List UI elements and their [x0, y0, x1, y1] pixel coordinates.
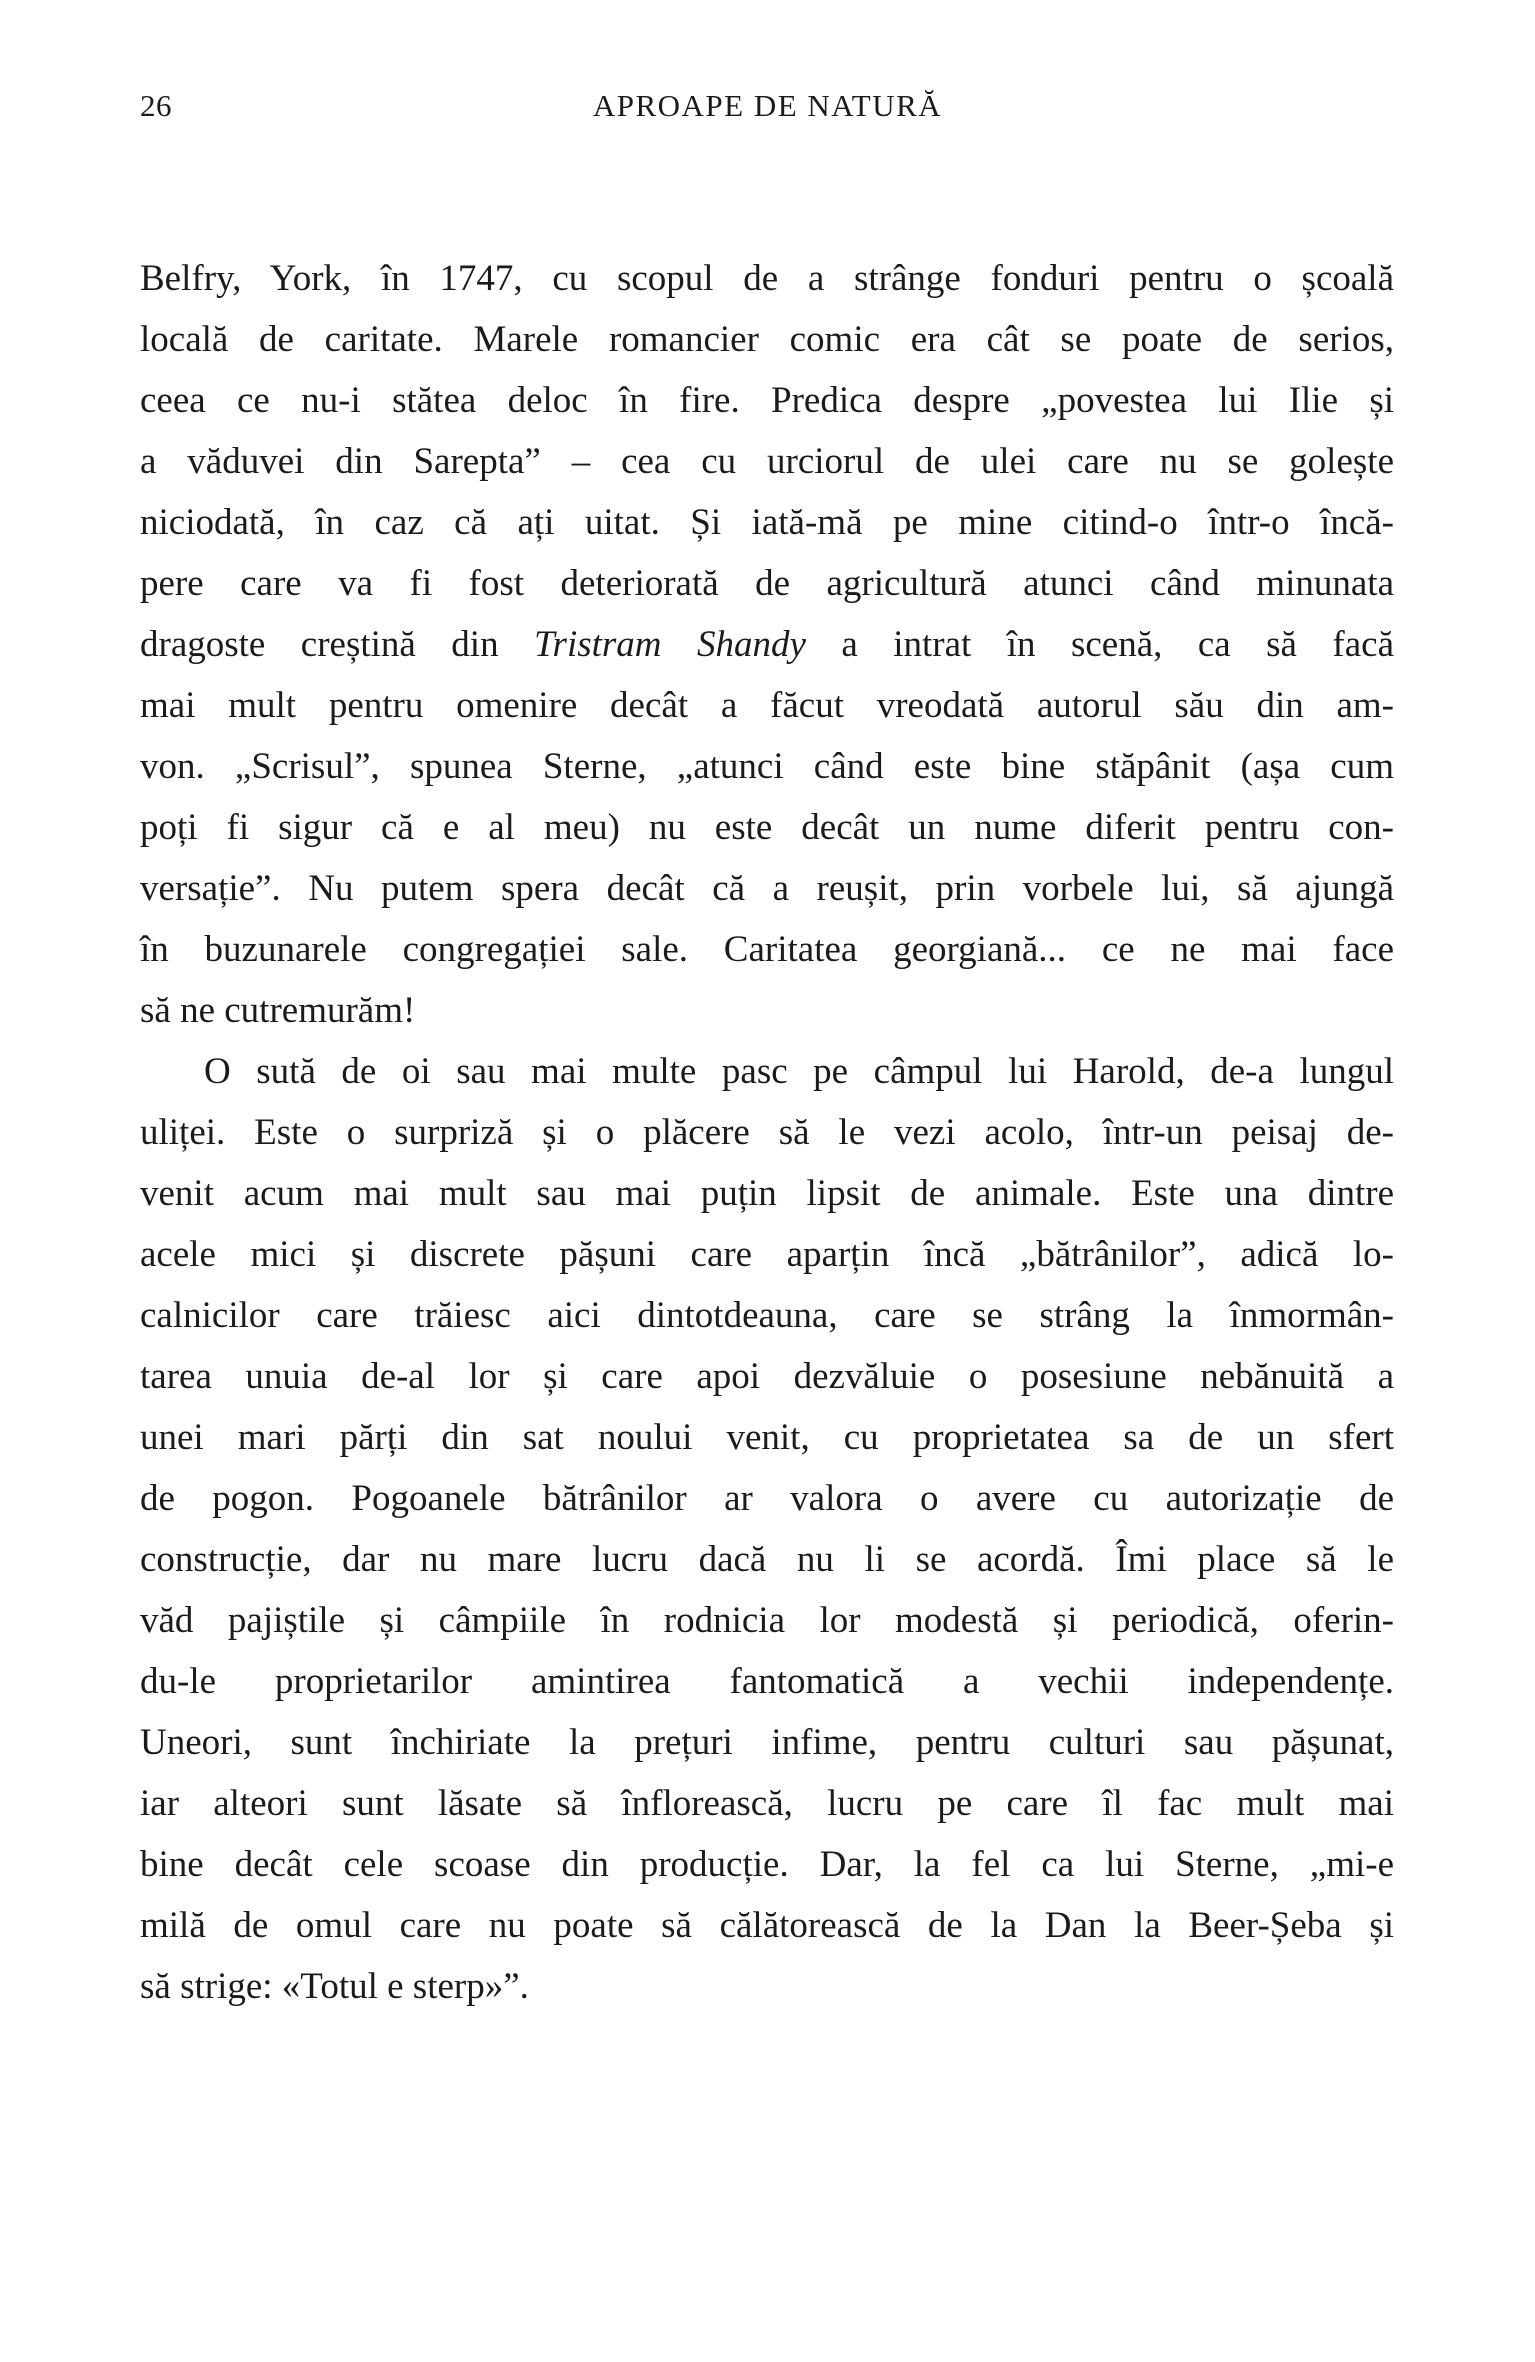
text-line [140, 1895, 1394, 1956]
text-line [140, 248, 1394, 309]
text-segment: construcție, dar nu mare lucru dacă nu li se acordă. Îmi place să le [140, 1539, 1394, 1580]
text-segment: tarea unuia de-al lor și care apoi dezvăluie o posesiune nebănuită a [140, 1356, 1394, 1397]
text-line [140, 431, 1394, 492]
text-line [140, 1956, 1394, 2017]
text-segment: în buzunarele congregației sale. Caritatea georgiană... ce ne mai face [140, 929, 1394, 970]
text-line [140, 1468, 1394, 1529]
running-head: APROAPE DE NATURĂ [592, 88, 943, 123]
text-line [140, 736, 1394, 797]
text-line [140, 492, 1394, 553]
text-segment: locală de caritate. Marele romancier comic era cât se poate de serios, [140, 319, 1394, 360]
text-segment: unei mari părți din sat noului venit, cu proprietatea sa de un sfert [140, 1417, 1394, 1458]
text-segment: dragoste creștină din [140, 624, 535, 665]
text-line [140, 980, 1394, 1041]
page-header [0, 88, 1535, 132]
text-line [140, 1163, 1394, 1224]
text-segment: uliței. Este o surpriză și o plăcere să le vezi acolo, într-un peisaj de- [140, 1112, 1394, 1153]
text-segment: venit acum mai mult sau mai puțin lipsit de animale. Este una dintre [140, 1173, 1394, 1214]
text-segment: bine decât cele scoase din producție. Dar, la fel ca lui Sterne, „mi-e [140, 1844, 1394, 1885]
text-line [140, 553, 1394, 614]
text-line [140, 858, 1394, 919]
text-line [140, 1590, 1394, 1651]
text-segment: poți fi sigur că e al meu) nu este decât un nume diferit pentru con- [140, 807, 1394, 848]
text-line [140, 1224, 1394, 1285]
text-segment: să strige: «Totul e sterp»”. [140, 1966, 529, 2007]
text-line [140, 1834, 1394, 1895]
text-segment: O sută de oi sau mai multe pasc pe câmpul lui Harold, de-a lungul [204, 1051, 1394, 1092]
text-line [140, 675, 1394, 736]
italic-text: Tristram Shandy [534, 624, 806, 665]
text-line [140, 1041, 1394, 1102]
text-line [140, 614, 1394, 675]
body-text [140, 248, 1394, 2017]
text-line [140, 1346, 1394, 1407]
text-line [140, 1407, 1394, 1468]
text-segment: iar alteori sunt lăsate să înflorească, lucru pe care îl fac mult mai [140, 1783, 1394, 1824]
text-line [140, 797, 1394, 858]
page-number: 26 [140, 88, 172, 123]
text-segment: a văduvei din Sarepta” – cea cu urciorul de ulei care nu se golește [140, 441, 1394, 482]
text-segment: versație”. Nu putem spera decât că a reușit, prin vorbele lui, să ajungă [140, 868, 1394, 909]
text-segment: ceea ce nu-i stătea deloc în fire. Predica despre „povestea lui Ilie și [140, 380, 1394, 421]
text-segment: să ne cutremurăm! [140, 990, 416, 1031]
text-segment: Uneori, sunt închiriate la prețuri infime, pentru culturi sau pășunat, [140, 1722, 1394, 1763]
text-segment: milă de omul care nu poate să călătorească de la Dan la Beer-Șeba și [140, 1905, 1394, 1946]
text-segment: calnicilor care trăiesc aici dintotdeauna, care se strâng la înmormân- [140, 1295, 1394, 1336]
text-line [140, 309, 1394, 370]
paragraph [140, 1041, 1394, 2017]
text-segment: văd pajiștile și câmpiile în rodnicia lor modestă și periodică, oferin- [140, 1600, 1394, 1641]
text-segment: Belfry, York, în 1747, cu scopul de a strânge fonduri pentru o școală [140, 258, 1394, 299]
text-line [140, 370, 1394, 431]
text-segment: mai mult pentru omenire decât a făcut vreodată autorul său din am- [140, 685, 1394, 726]
text-segment: de pogon. Pogoanele bătrânilor ar valora o avere cu autorizație de [140, 1478, 1394, 1519]
text-segment: du-le proprietarilor amintirea fantomatică a vechii independențe. [140, 1661, 1394, 1702]
text-segment: a intrat în scenă, ca să facă [805, 624, 1394, 665]
text-line [140, 1285, 1394, 1346]
text-segment: niciodată, în caz că ați uitat. Și iată-mă pe mine citind-o într-o încă- [140, 502, 1394, 543]
text-line [140, 919, 1394, 980]
text-segment: von. „Scrisul”, spunea Sterne, „atunci când este bine stăpânit (așa cum [140, 746, 1394, 787]
text-line [140, 1712, 1394, 1773]
text-line [140, 1529, 1394, 1590]
text-line [140, 1651, 1394, 1712]
text-segment: pere care va fi fost deteriorată de agricultură atunci când minunata [140, 563, 1394, 604]
paragraph [140, 248, 1394, 1041]
text-segment: acele mici și discrete pășuni care aparțin încă „bătrânilor”, adică lo- [140, 1234, 1394, 1275]
text-line [140, 1773, 1394, 1834]
text-line [140, 1102, 1394, 1163]
